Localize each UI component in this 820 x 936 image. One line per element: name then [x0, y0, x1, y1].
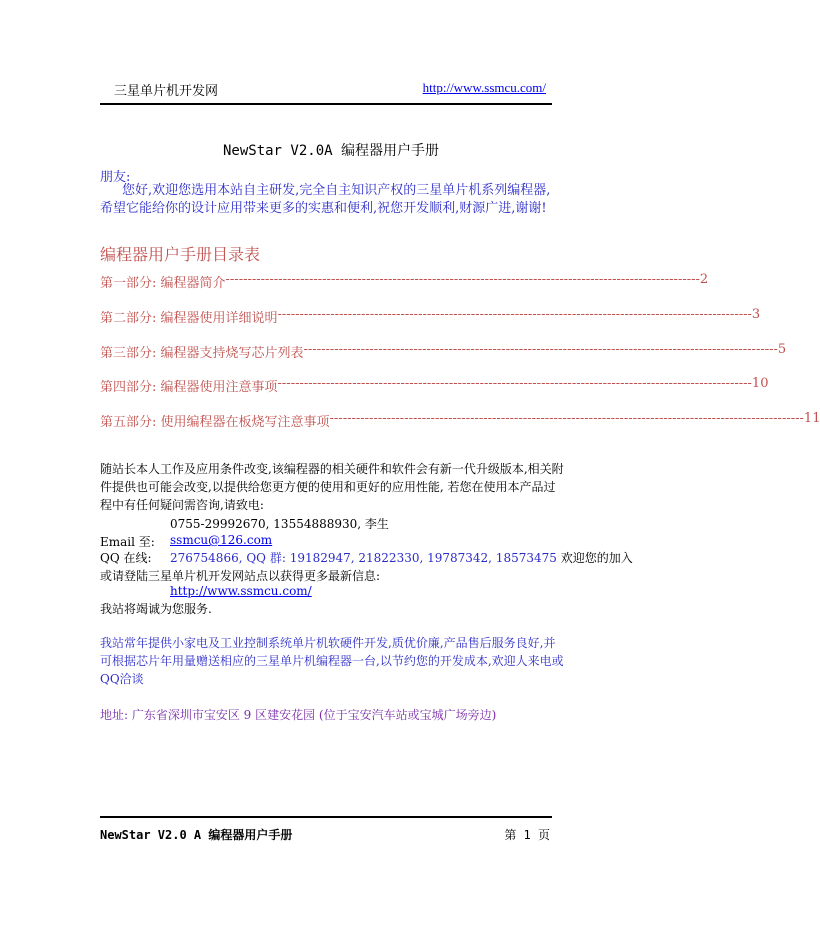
email-link[interactable]: ssmcu@126.com [170, 533, 273, 547]
visit-text: 或请登陆三星单片机开发网站点以获得更多最新信息: [100, 569, 381, 583]
qq-welcome: 欢迎您的加入 [556, 551, 633, 565]
toc-item-5[interactable] [100, 411, 820, 430]
toc-leader: ------------------------------------------------------------------------------------------------------------ [277, 376, 752, 391]
closing-text: 我站将竭诚为您服务. [100, 602, 212, 616]
footer-rule [100, 816, 552, 818]
greeting: 朋友: [100, 170, 131, 185]
footer-title: NewStar V2.0 A 编程器用户手册 [100, 828, 293, 842]
toc-item-1[interactable] [100, 272, 709, 291]
toc-item-page: 11 [803, 411, 820, 426]
toc-item-page: 5 [777, 342, 787, 357]
toc-item-label: 第四部分: 编程器使用注意事项 [100, 380, 278, 395]
toc-item-label: 第五部分: 使用编程器在板烧写注意事项 [100, 415, 330, 430]
toc-leader: ------------------------------------------------------------------------------------------------------------ [277, 307, 752, 322]
page-header [100, 80, 552, 100]
toc-item-label: 第二部分: 编程器使用详细说明 [100, 311, 278, 326]
qq-line [170, 549, 633, 566]
toc-item-4[interactable] [100, 376, 769, 395]
toc-leader: ------------------------------------------------------------------------------------------------------------ [329, 411, 804, 426]
toc-item-page: 3 [751, 307, 761, 322]
footer-page-number: 第 1 页 [504, 828, 550, 842]
header-rule [100, 103, 552, 105]
toc-item-label: 第三部分: 编程器支持烧写芯片列表 [100, 346, 304, 361]
toc-title: 编程器用户手册目录表 [100, 245, 261, 264]
email-label: Email 至: [100, 535, 155, 549]
qq-label: QQ 在线: [100, 551, 152, 565]
intro-paragraph: 您好,欢迎您选用本站自主研发,完全自主知识产权的三星单片机系列编程器,希望它能给你的设计应用带来更多的实惠和便利,祝您开发顺利,财源广进,谢谢! [100, 183, 551, 216]
toc-leader: ------------------------------------------------------------------------------------------------------------ [303, 342, 778, 357]
site-url-link[interactable]: http://www.ssmcu.com/ [170, 584, 312, 598]
toc-item-2[interactable] [100, 307, 761, 326]
document-title: NewStar V2.0A 编程器用户手册 [222, 143, 439, 159]
contact-phone: 0755-29992670, 13554888930, 李生 [170, 517, 389, 531]
toc-item-page: 10 [751, 376, 769, 391]
toc-item-3[interactable] [100, 342, 787, 361]
promo-paragraph: 我站常年提供小家电及工业控制系统单片机软硬件开发,质优价廉,产品售后服务良好,并可根据芯片年用量赠送相应的三星单片机编程器一台,以节约您的开发成本,欢迎人来电或QQ洽谈 [100, 636, 564, 686]
qq-numbers: 276754866, QQ 群: 19182947, 21822330, 19787342, 18573475 [170, 551, 557, 565]
header-url-link[interactable]: http://www.ssmcu.com/ [422, 80, 546, 95]
address: 地址: 广东省深圳市宝安区 9 区建安花园 (位于宝安汽车站或宝城广场旁边) [100, 708, 497, 722]
site-name: 三星单片机开发网 [114, 84, 219, 99]
toc-leader: ------------------------------------------------------------------------------------------------------------ [225, 272, 700, 287]
notice-paragraph: 随站长本人工作及应用条件改变,该编程器的相关硬件和软件会有新一代升级版本,相关附件提供也可能会改变,以提供给您更方便的使用和更好的应用性能, 若您在使用本产品过程中有任何疑问需咨询,请致电: [100, 462, 564, 512]
toc-item-label: 第一部分: 编程器简介 [100, 276, 226, 291]
toc-item-page: 2 [699, 272, 709, 287]
